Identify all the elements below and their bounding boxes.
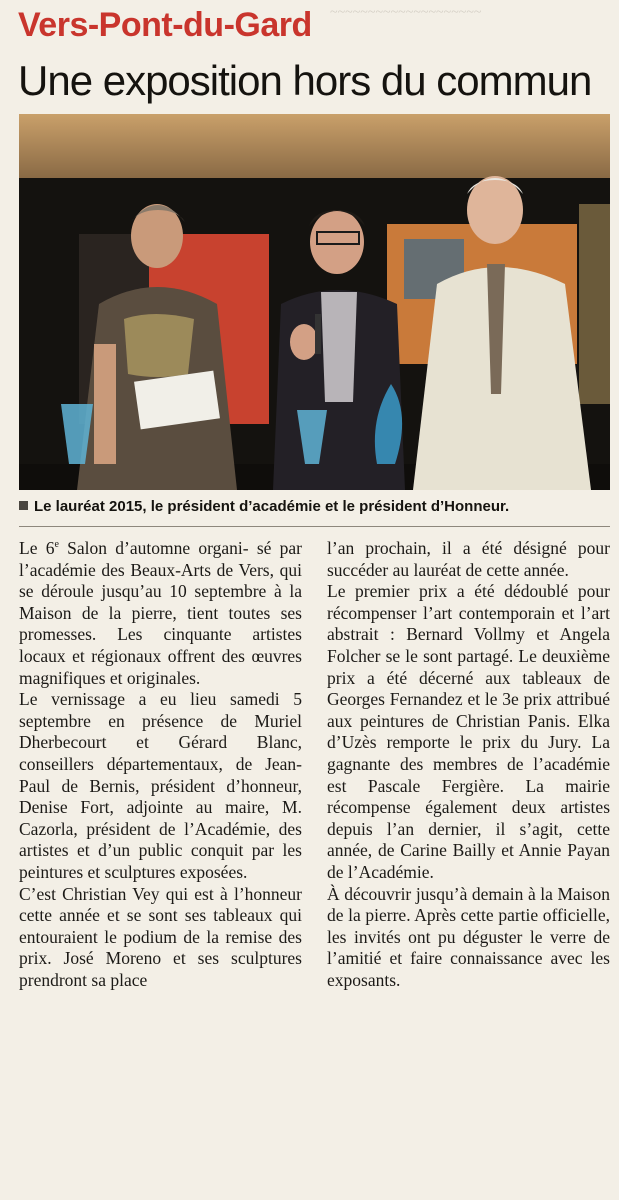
paragraph-3: C’est Christian Vey qui est à l’honneur cette année et se sont ses tableaux qui entouraient le podium de la remise des prix. José Moreno et ses sculptures prendront sa place [19, 883, 302, 990]
column-right [327, 538, 610, 991]
paragraph-5 [327, 581, 610, 883]
paragraph-2: Le vernissage a eu lieu samedi 5 septembre en présence de Muriel Dherbecourt et Gérard Blanc, conseillers départementaux, de Jean-Paul de Bernis, président d’honneur, Denise Fort, adjointe au maire, M. Cazorla, président de l’Académie, des artistes et d’un public conquit par les peintures et sculptures exposées. [19, 689, 302, 882]
caption-text: Le lauréat 2015, le président d’académie et le président d’Honneur. [34, 498, 510, 515]
paragraph-5-body: Bernard Vollmy et Angela Folcher se le sont partagé. Le deuxième prix a été décerné aux tableaux de Georges Fernandez et le 3e prix attribué aux peintures de Christian Panis. Elka d’Uzès remporte le prix du Jury. La gagnante des membres de l’académie est Pascale Fergière. La mairie récompense également deux artistes depuis l’an dernier, il s’agit, cette année, de Carine Bailly et Annie Payan de l’Académie. [327, 624, 610, 882]
paragraph-1-suffix: Salon d’automne organi- [58, 538, 249, 558]
photo-illustration [19, 114, 610, 490]
paragraph-4: l’an prochain, il a été désigné pour succéder au lauréat de cette année. [327, 538, 610, 580]
article-headline: Une exposition hors du commun [18, 57, 592, 104]
caption-divider [19, 526, 610, 527]
paragraph-5-prefix: Le premier prix a été dédoublé pour récompenser l’art contemporain et l’art abstrait : [327, 581, 610, 645]
paragraph-6: À découvrir jusqu’à demain à la Maison de la pierre. Après cette partie officielle, les invités ont pu déguster le verre de l’amitié et faire connaissance avec les exposants. [327, 883, 610, 990]
paragraph-1-body: sé par l’académie des Beaux-Arts de Vers, qui se déroule jusqu’au 10 septembre à la Maison de la pierre, tient toutes ses promesses. Les cinquante artistes locaux et régionaux offrent des œuvres magnifiques et originales. [19, 538, 302, 688]
paragraph-1 [19, 538, 302, 689]
section-kicker: Vers-Pont-du-Gard [18, 6, 312, 44]
ordinal-superscript: e [54, 539, 59, 551]
bleed-through-text: ~~~~~~~~~~~~~~~~~~~~ [330, 5, 482, 20]
photo-caption [19, 498, 610, 515]
paragraph-1-prefix: Le 6 [19, 538, 55, 558]
caption-square-icon [19, 501, 28, 510]
article-photo [19, 114, 610, 490]
column-left [19, 538, 302, 991]
